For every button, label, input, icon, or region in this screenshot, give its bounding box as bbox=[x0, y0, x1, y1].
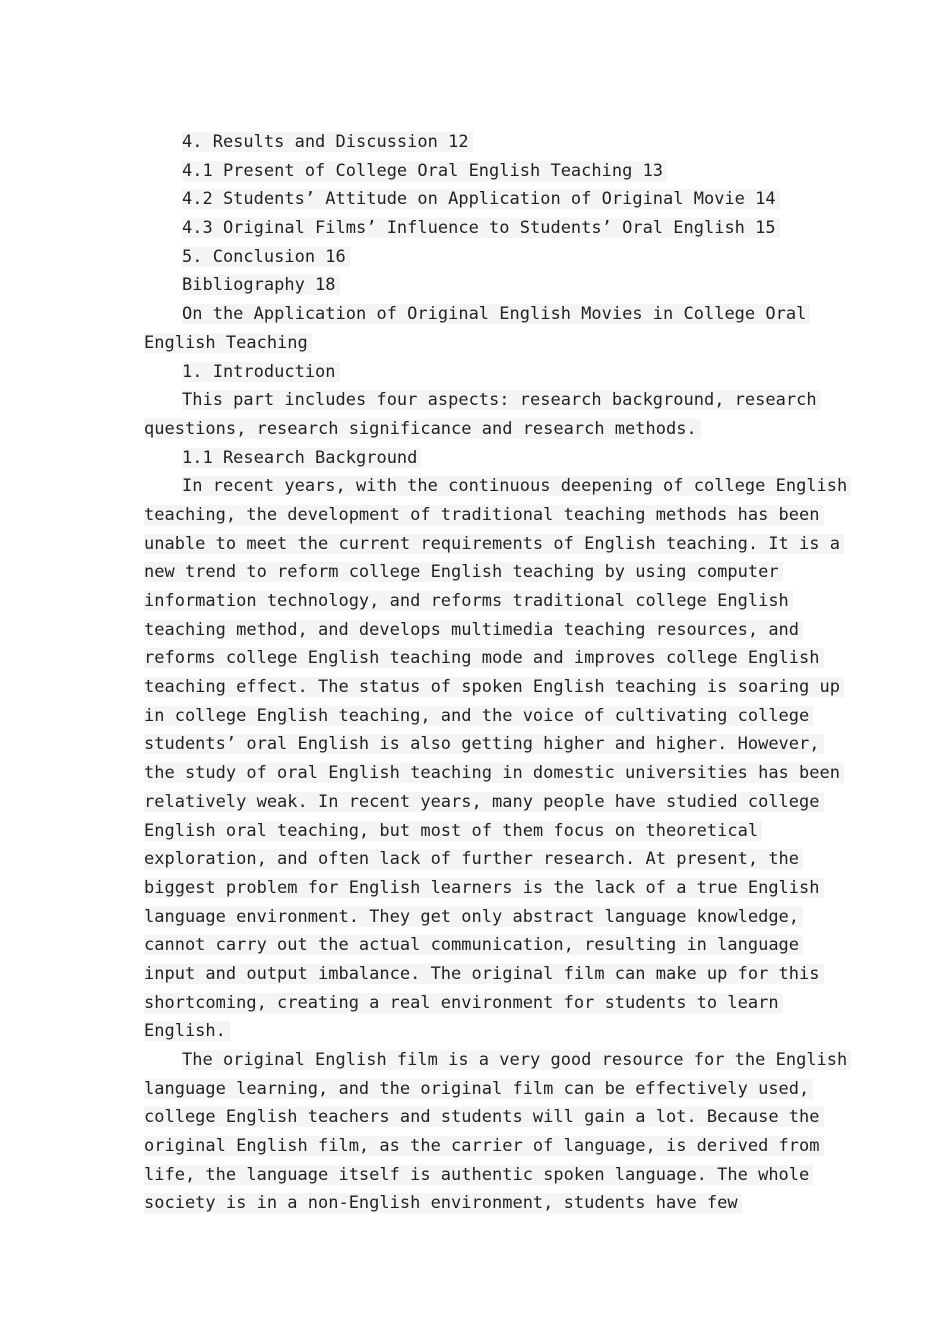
toc-entry-results: 4. Results and Discussion 12 bbox=[144, 128, 814, 157]
paragraph-1-line: students’ oral English is also getting higher and higher. However, bbox=[144, 730, 814, 759]
paragraph-1-line: in college English teaching, and the voice of cultivating college bbox=[144, 702, 814, 731]
paragraph-1-line: In recent years, with the continuous deepening of college English bbox=[144, 472, 814, 501]
paragraph-1-line: teaching, the development of traditional teaching methods has been bbox=[144, 501, 814, 530]
paragraph-1-line: relatively weak. In recent years, many people have studied college bbox=[144, 788, 814, 817]
paragraph-1-line: cannot carry out the actual communication, resulting in language bbox=[144, 931, 814, 960]
toc-entry-4-2: 4.2 Students’ Attitude on Application of Original Movie 14 bbox=[144, 185, 814, 214]
paragraph-1-line: teaching method, and develops multimedia teaching resources, and bbox=[144, 616, 814, 645]
paragraph-1-line: English oral teaching, but most of them focus on theoretical bbox=[144, 817, 814, 846]
paragraph-1-line: the study of oral English teaching in domestic universities has been bbox=[144, 759, 814, 788]
paragraph-1-line: input and output imbalance. The original film can make up for this bbox=[144, 960, 814, 989]
toc-entry-bibliography: Bibliography 18 bbox=[144, 271, 814, 300]
paragraph-1-line: language environment. They get only abstract language knowledge, bbox=[144, 903, 814, 932]
paragraph-2-line: language learning, and the original film can be effectively used, bbox=[144, 1075, 814, 1104]
toc-entry-conclusion: 5. Conclusion 16 bbox=[144, 243, 814, 272]
paragraph-2-line: life, the language itself is authentic spoken language. The whole bbox=[144, 1161, 814, 1190]
paragraph-1-line: information technology, and reforms traditional college English bbox=[144, 587, 814, 616]
section-heading-research-background: 1.1 Research Background bbox=[144, 444, 814, 473]
paragraph-1-line: exploration, and often lack of further research. At present, the bbox=[144, 845, 814, 874]
document-body bbox=[144, 128, 848, 1218]
paper-title-line-1: On the Application of Original English Movies in College Oral bbox=[144, 300, 814, 329]
paragraph-1-line: shortcoming, creating a real environment for students to learn bbox=[144, 989, 814, 1018]
paragraph-1-line: reforms college English teaching mode and improves college English bbox=[144, 644, 814, 673]
paragraph-1-line: unable to meet the current requirements of English teaching. It is a bbox=[144, 530, 814, 559]
paragraph-2-line: The original English film is a very good resource for the English bbox=[144, 1046, 814, 1075]
paragraph-1-line: teaching effect. The status of spoken English teaching is soaring up bbox=[144, 673, 814, 702]
toc-entry-4-1: 4.1 Present of College Oral English Teaching 13 bbox=[144, 157, 814, 186]
intro-line-1: This part includes four aspects: research background, research bbox=[144, 386, 814, 415]
paragraph-1-line: biggest problem for English learners is the lack of a true English bbox=[144, 874, 814, 903]
paragraph-2-line: college English teachers and students will gain a lot. Because the bbox=[144, 1103, 814, 1132]
paper-title-line-2: English Teaching bbox=[144, 329, 814, 358]
intro-line-2: questions, research significance and research methods. bbox=[144, 415, 814, 444]
toc-entry-4-3: 4.3 Original Films’ Influence to Students’ Oral English 15 bbox=[144, 214, 814, 243]
paragraph-1-line: new trend to reform college English teaching by using computer bbox=[144, 558, 814, 587]
paragraph-2-line: society is in a non-English environment, students have few bbox=[144, 1189, 814, 1218]
section-heading-introduction: 1. Introduction bbox=[144, 358, 814, 387]
paragraph-2-line: original English film, as the carrier of language, is derived from bbox=[144, 1132, 814, 1161]
paragraph-1-line: English. bbox=[144, 1017, 814, 1046]
